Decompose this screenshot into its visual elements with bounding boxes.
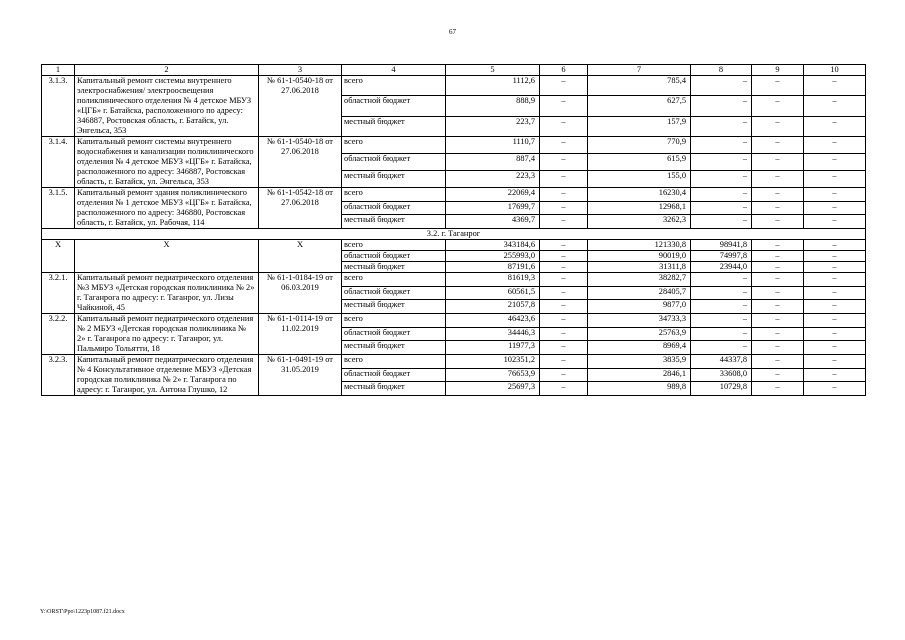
value-cell: 627,5	[588, 96, 691, 116]
value-cell: 223,3	[446, 171, 540, 188]
value-cell: –	[804, 215, 866, 229]
value-cell: –	[804, 273, 866, 287]
header-cell: 7	[588, 65, 691, 76]
funding-source: всего	[342, 355, 446, 369]
value-cell: –	[752, 300, 804, 314]
value-cell: 28405,7	[588, 286, 691, 300]
value-cell: –	[804, 314, 866, 328]
value-cell: –	[540, 137, 588, 154]
header-cell: 8	[691, 65, 752, 76]
funding-source: местный бюджет	[342, 215, 446, 229]
value-cell: –	[752, 382, 804, 396]
value-cell: –	[691, 215, 752, 229]
value-cell: 60561,5	[446, 286, 540, 300]
table-row	[42, 137, 866, 154]
value-cell: 3262,3	[588, 215, 691, 229]
value-cell: –	[804, 251, 866, 262]
value-cell: –	[804, 188, 866, 202]
value-cell: 155,0	[588, 171, 691, 188]
value-cell: –	[691, 188, 752, 202]
value-cell: –	[752, 215, 804, 229]
funding-source: всего	[342, 188, 446, 202]
header-cell: 4	[342, 65, 446, 76]
value-cell: –	[691, 116, 752, 136]
item-document: Х	[259, 240, 342, 273]
value-cell: –	[804, 76, 866, 96]
value-cell: 11977,3	[446, 341, 540, 355]
value-cell: 9877,0	[588, 300, 691, 314]
value-cell: –	[540, 368, 588, 382]
value-cell: 223,7	[446, 116, 540, 136]
value-cell: –	[540, 76, 588, 96]
budget-table	[41, 64, 866, 396]
page-number: 67	[449, 28, 456, 36]
value-cell: –	[540, 341, 588, 355]
value-cell: –	[804, 300, 866, 314]
value-cell: –	[804, 262, 866, 273]
value-cell: –	[540, 382, 588, 396]
header-row	[42, 65, 866, 76]
value-cell: –	[752, 286, 804, 300]
value-cell: –	[804, 368, 866, 382]
value-cell: –	[752, 314, 804, 328]
value-cell: 1110,7	[446, 137, 540, 154]
item-document: № 61-1-0540-18 от 27.06.2018	[259, 137, 342, 188]
value-cell: –	[540, 286, 588, 300]
value-cell: –	[540, 314, 588, 328]
value-cell: –	[804, 137, 866, 154]
item-number: 3.1.4.	[42, 137, 75, 188]
item-document: № 61-1-0540-18 от 27.06.2018	[259, 76, 342, 137]
value-cell: 81619,3	[446, 273, 540, 287]
value-cell: –	[752, 171, 804, 188]
table-row	[42, 273, 866, 287]
item-name: Капитальный ремонт педиатрического отделения №3 МБУЗ «Детская городская поликлиника № 2» г. Таганрога по адресу: г. Таганрог, ул. Лизы Чайкиной, 45	[75, 273, 259, 314]
header-cell: 6	[540, 65, 588, 76]
item-number: 3.2.1.	[42, 273, 75, 314]
value-cell: –	[804, 171, 866, 188]
value-cell: –	[691, 300, 752, 314]
value-cell: –	[540, 116, 588, 136]
funding-source: местный бюджет	[342, 300, 446, 314]
value-cell: –	[752, 96, 804, 116]
item-number: Х	[42, 240, 75, 273]
item-name: Х	[75, 240, 259, 273]
value-cell: 23944,0	[691, 262, 752, 273]
value-cell: 888,9	[446, 96, 540, 116]
value-cell: 12968,1	[588, 201, 691, 215]
value-cell: –	[804, 355, 866, 369]
funding-source: местный бюджет	[342, 262, 446, 273]
value-cell: –	[691, 96, 752, 116]
value-cell: 8969,4	[588, 341, 691, 355]
funding-source: областной бюджет	[342, 286, 446, 300]
item-document: № 61-1-0542-18 от 27.06.2018	[259, 188, 342, 229]
value-cell: –	[540, 240, 588, 251]
value-cell: –	[691, 137, 752, 154]
value-cell: 2846,1	[588, 368, 691, 382]
value-cell: 615,9	[588, 154, 691, 171]
item-document: № 61-1-0491-19 от 31.05.2019	[259, 355, 342, 396]
item-name: Капитальный ремонт педиатрического отделения № 2 МБУЗ «Детская городская поликлиника № 2» г. Таганрога по адресу: г. Таганрог, ул. Пальмиро Тольятти, 18	[75, 314, 259, 355]
value-cell: –	[691, 327, 752, 341]
value-cell: –	[804, 286, 866, 300]
funding-source: областной бюджет	[342, 368, 446, 382]
header-cell: 9	[752, 65, 804, 76]
funding-source: областной бюджет	[342, 201, 446, 215]
value-cell: –	[540, 96, 588, 116]
value-cell: –	[691, 201, 752, 215]
value-cell: –	[691, 76, 752, 96]
value-cell: 770,9	[588, 137, 691, 154]
value-cell: 17699,7	[446, 201, 540, 215]
item-number: 3.1.3.	[42, 76, 75, 137]
value-cell: 74997,8	[691, 251, 752, 262]
value-cell: –	[540, 188, 588, 202]
value-cell: 989,8	[588, 382, 691, 396]
value-cell: –	[804, 116, 866, 136]
value-cell: 3835,9	[588, 355, 691, 369]
value-cell: 1112,6	[446, 76, 540, 96]
header-cell: 3	[259, 65, 342, 76]
value-cell: 25763,9	[588, 327, 691, 341]
funding-source: всего	[342, 240, 446, 251]
value-cell: 25697,3	[446, 382, 540, 396]
value-cell: –	[540, 273, 588, 287]
header-cell: 5	[446, 65, 540, 76]
value-cell: –	[804, 201, 866, 215]
funding-source: всего	[342, 76, 446, 96]
value-cell: 255993,0	[446, 251, 540, 262]
value-cell: –	[540, 154, 588, 171]
funding-source: областной бюджет	[342, 327, 446, 341]
item-name: Капитальный ремонт педиатрического отделения № 4 Консультативное отделение МБУЗ «Детская городская поликлиника № 2» г. Таганрога по адресу: г. Таганрог, ул. Антона Глушко, 12	[75, 355, 259, 396]
item-number: 3.1.5.	[42, 188, 75, 229]
table-row	[42, 355, 866, 369]
funding-source: местный бюджет	[342, 382, 446, 396]
section-row	[42, 229, 866, 240]
funding-source: местный бюджет	[342, 116, 446, 136]
table-row	[42, 240, 866, 251]
funding-source: всего	[342, 137, 446, 154]
funding-source: местный бюджет	[342, 171, 446, 188]
funding-source: областной бюджет	[342, 96, 446, 116]
value-cell: 343184,6	[446, 240, 540, 251]
value-cell: –	[752, 273, 804, 287]
section-title: 3.2. г. Таганрог	[42, 229, 866, 240]
value-cell: 887,4	[446, 154, 540, 171]
value-cell: –	[752, 188, 804, 202]
funding-source: местный бюджет	[342, 341, 446, 355]
table-row	[42, 314, 866, 328]
header-cell: 1	[42, 65, 75, 76]
value-cell: –	[752, 262, 804, 273]
value-cell: –	[752, 116, 804, 136]
value-cell: –	[540, 355, 588, 369]
value-cell: –	[752, 327, 804, 341]
value-cell: –	[540, 327, 588, 341]
item-number: 3.2.2.	[42, 314, 75, 355]
funding-source: всего	[342, 314, 446, 328]
file-path-footer: Y:\ORST\Ppo\1223p1087.f21.docx	[40, 609, 125, 615]
table-row	[42, 76, 866, 96]
funding-source: всего	[342, 273, 446, 287]
funding-source: областной бюджет	[342, 154, 446, 171]
value-cell: –	[752, 240, 804, 251]
value-cell: –	[752, 355, 804, 369]
item-name: Капитальный ремонт системы внутреннего электроснабжения/ электроосвещения поликлинического отделения № 4 детское МБУЗ «ЦГБ» г. Батайска, расположенного по адресу: 346887, Ростовская область, г. Батайск, ул. Энгельса, 353	[75, 76, 259, 137]
value-cell: –	[752, 137, 804, 154]
value-cell: –	[804, 327, 866, 341]
funding-source: областной бюджет	[342, 251, 446, 262]
value-cell: –	[691, 154, 752, 171]
item-number: 3.2.3.	[42, 355, 75, 396]
value-cell: 33608,0	[691, 368, 752, 382]
value-cell: –	[540, 171, 588, 188]
value-cell: –	[540, 262, 588, 273]
value-cell: 121330,8	[588, 240, 691, 251]
value-cell: –	[691, 314, 752, 328]
value-cell: –	[804, 341, 866, 355]
value-cell: 4369,7	[446, 215, 540, 229]
value-cell: –	[540, 300, 588, 314]
value-cell: –	[691, 171, 752, 188]
value-cell: 44337,8	[691, 355, 752, 369]
value-cell: –	[691, 286, 752, 300]
value-cell: –	[540, 215, 588, 229]
value-cell: –	[804, 154, 866, 171]
header-cell: 10	[804, 65, 866, 76]
value-cell: 102351,2	[446, 355, 540, 369]
value-cell: 76653,9	[446, 368, 540, 382]
value-cell: –	[752, 251, 804, 262]
value-cell: 785,4	[588, 76, 691, 96]
value-cell: –	[804, 382, 866, 396]
value-cell: 21057,8	[446, 300, 540, 314]
value-cell: –	[804, 240, 866, 251]
value-cell: –	[752, 368, 804, 382]
value-cell: 98941,8	[691, 240, 752, 251]
value-cell: –	[752, 154, 804, 171]
table-row	[42, 188, 866, 202]
value-cell: 10729,8	[691, 382, 752, 396]
item-name: Капитальный ремонт здания поликлинического отделения № 1 детское МБУЗ «ЦГБ» г. Батайска, расположенного по адресу: 346880, Ростовская область, г. Батайск, ул. Рабочая, 114	[75, 188, 259, 229]
value-cell: 46423,6	[446, 314, 540, 328]
item-name: Капитальный ремонт системы внутреннего водоснабжения и канализации поликлинического отделения № 4 детское МБУЗ «ЦГБ» г. Батайска, расположенного по адресу: 346887, Ростовская область, г. Батайск, ул. Энгельса, 353	[75, 137, 259, 188]
value-cell: –	[540, 251, 588, 262]
value-cell: –	[752, 201, 804, 215]
value-cell: –	[752, 76, 804, 96]
value-cell: 87191,6	[446, 262, 540, 273]
value-cell: –	[540, 201, 588, 215]
value-cell: –	[804, 96, 866, 116]
value-cell: 38282,7	[588, 273, 691, 287]
item-document: № 61-1-0114-19 от 11.02.2019	[259, 314, 342, 355]
table-body	[42, 65, 866, 396]
value-cell: 157,9	[588, 116, 691, 136]
value-cell: –	[691, 341, 752, 355]
value-cell: 16230,4	[588, 188, 691, 202]
header-cell: 2	[75, 65, 259, 76]
value-cell: –	[691, 273, 752, 287]
item-document: № 61-1-0184-19 от 06.03.2019	[259, 273, 342, 314]
value-cell: 22069,4	[446, 188, 540, 202]
value-cell: 34733,3	[588, 314, 691, 328]
value-cell: 90019,0	[588, 251, 691, 262]
value-cell: 31311,8	[588, 262, 691, 273]
value-cell: –	[752, 341, 804, 355]
value-cell: 34446,3	[446, 327, 540, 341]
